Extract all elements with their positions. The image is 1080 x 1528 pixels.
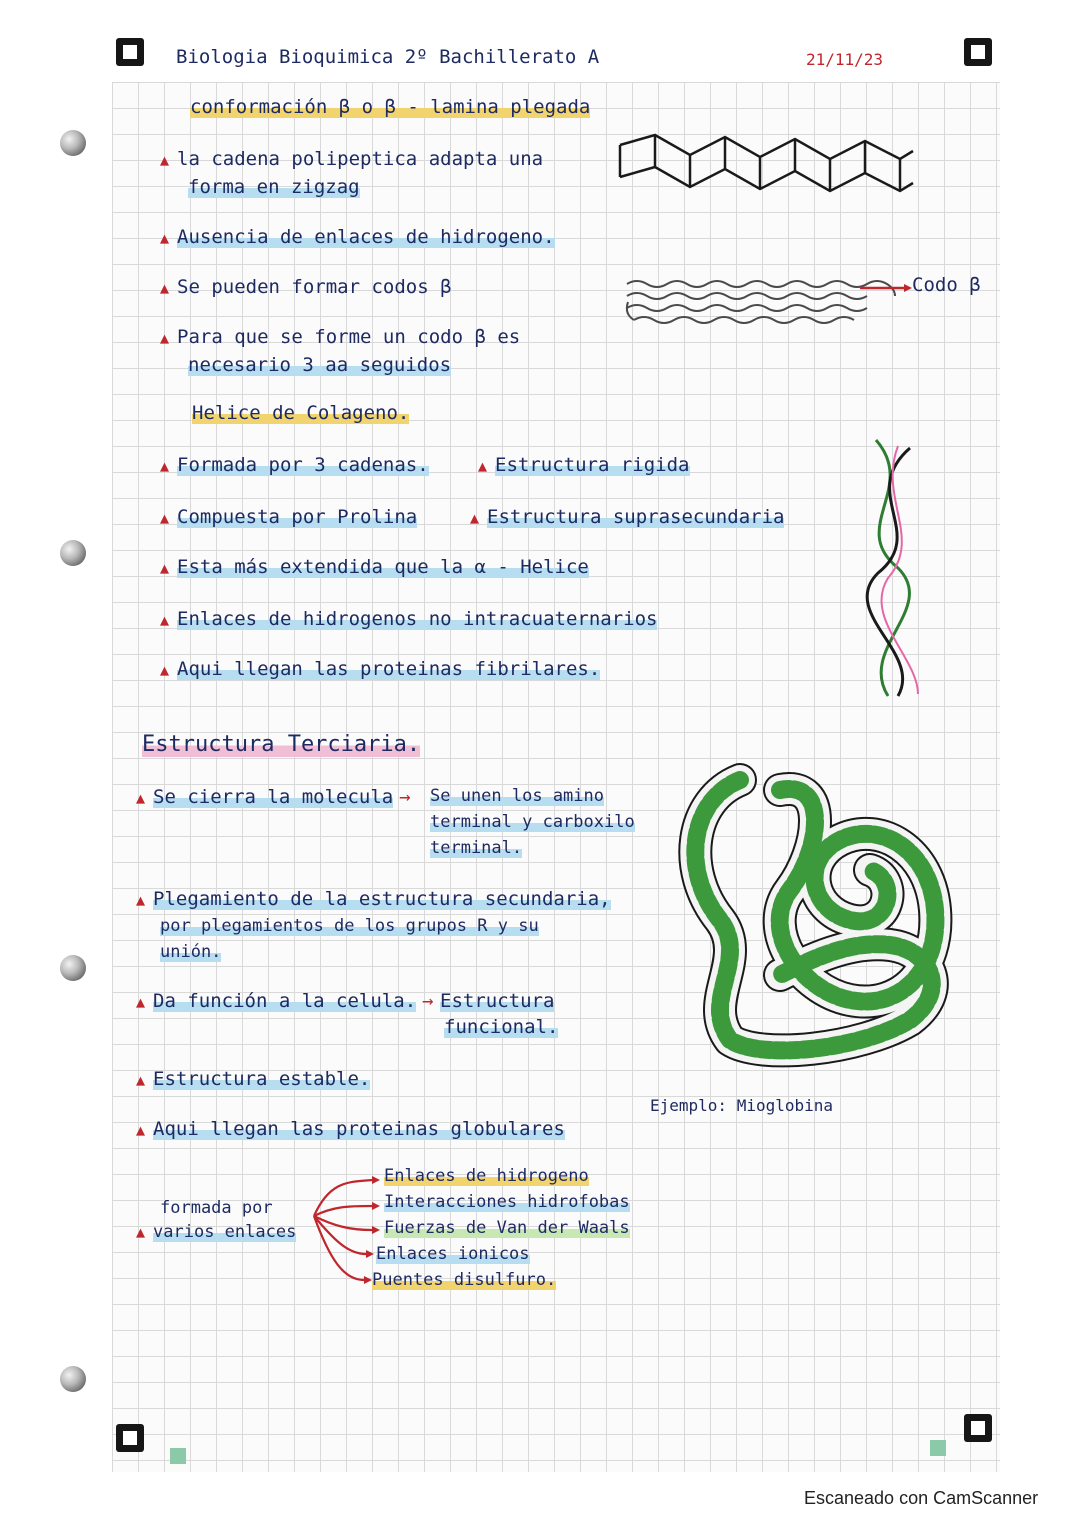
colageno-item-2 <box>160 506 417 528</box>
terciaria-item-4 <box>136 1068 370 1090</box>
colageno-item-1 <box>160 454 429 476</box>
colageno-item-1-text: Formada por 3 cadenas. <box>177 454 429 476</box>
terciaria-item-3-result-text-2: funcional. <box>444 1016 559 1038</box>
beta-item-1 <box>160 148 543 170</box>
bullet-triangle-icon: ▲ <box>470 509 480 527</box>
beta-turn-drawing <box>622 272 912 334</box>
enlace-item-text: Interacciones hidrofobas <box>384 1192 630 1212</box>
arrow-right-icon: → <box>422 990 434 1012</box>
enlace-item-5 <box>372 1270 556 1290</box>
terciaria-item-1-result-text-3: terminal. <box>430 838 523 858</box>
terciaria-item-3-result-2 <box>444 1016 558 1038</box>
bullet-triangle-icon: ▲ <box>160 151 170 169</box>
enlaces-label-2 <box>136 1222 296 1242</box>
beta-heading-text: conformación β o β - lamina plegada <box>190 96 591 118</box>
bullet-triangle-icon: ▲ <box>160 229 170 247</box>
terciaria-item-3 <box>136 990 440 1012</box>
enlaces-label-text-1: formada por <box>160 1198 273 1218</box>
page-title: Biologia Bioquimica 2º Bachillerato A <box>176 46 600 68</box>
codo-beta-label: Codo β <box>912 274 981 296</box>
bullet-triangle-icon: ▲ <box>160 457 170 475</box>
terciaria-heading <box>142 732 420 757</box>
corner-marker-top-right <box>964 38 992 66</box>
colageno-heading <box>192 402 409 424</box>
terciaria-item-1 <box>136 786 417 808</box>
terciaria-item-1-result-3 <box>430 838 522 858</box>
colageno-item-5-text: Aqui llegan las proteinas fibrilares. <box>177 658 601 680</box>
terciaria-item-2-text-2: por plegamientos de los grupos R y su <box>160 916 539 936</box>
terciaria-item-1-result-text-1: Se unen los amino <box>430 786 604 806</box>
enlaces-label-text-2: varios enlaces <box>153 1222 297 1242</box>
bullet-triangle-icon: ▲ <box>160 661 170 679</box>
terciaria-item-5-text: Aqui llegan las proteinas globulares <box>153 1118 565 1140</box>
corner-marker-bottom-left <box>116 1424 144 1452</box>
terciaria-item-3-result-text-1: Estructura <box>440 990 555 1012</box>
scan-marker-square <box>930 1440 946 1456</box>
beta-item-3-text: Se pueden formar codos β <box>177 276 452 298</box>
colageno-item-right-2-text: Estructura suprasecundaria <box>487 506 785 528</box>
beta-heading <box>190 96 590 118</box>
terciaria-item-1-result-1 <box>430 786 604 806</box>
terciaria-item-2-cont-2 <box>160 942 221 962</box>
terciaria-item-1-result-2 <box>430 812 635 832</box>
beta-item-4 <box>160 326 520 348</box>
bullet-triangle-icon: ▲ <box>136 1223 146 1241</box>
terciaria-item-2-text-3: unión. <box>160 942 222 962</box>
colageno-item-5 <box>160 658 600 680</box>
enlaces-branch-arrows <box>310 1170 380 1290</box>
bullet-triangle-icon: ▲ <box>160 559 170 577</box>
enlaces-label-1 <box>160 1198 273 1218</box>
scan-marker-square <box>170 1448 186 1464</box>
terciaria-item-3-text: Da función a la celula. <box>153 990 417 1012</box>
bullet-triangle-icon: ▲ <box>136 1071 146 1089</box>
binder-hole <box>60 1366 86 1392</box>
colageno-item-right-1 <box>478 454 690 476</box>
colageno-item-2-text: Compuesta por Prolina <box>177 506 418 528</box>
beta-item-4-text: Para que se forme un codo β es <box>177 326 521 348</box>
bullet-triangle-icon: ▲ <box>160 329 170 347</box>
enlace-item-text: Enlaces de hidrogeno <box>384 1166 589 1186</box>
collagen-triple-helix-drawing <box>858 438 928 700</box>
terciaria-item-5 <box>136 1118 565 1140</box>
terciaria-item-2 <box>136 888 611 910</box>
bullet-triangle-icon: ▲ <box>136 993 146 1011</box>
colageno-item-right-1-text: Estructura rigida <box>495 454 690 476</box>
binder-hole <box>60 955 86 981</box>
beta-item-4-text-2: necesario 3 aa seguidos <box>188 354 452 376</box>
colageno-heading-text: Helice de Colageno. <box>192 402 410 424</box>
colageno-item-right-2 <box>470 506 784 528</box>
terciaria-item-1-text: Se cierra la molecula <box>153 786 394 808</box>
beta-item-2-text: Ausencia de enlaces de hidrogeno. <box>177 226 555 248</box>
colageno-item-4-text: Enlaces de hidrogenos no intracuaternarios <box>177 608 658 630</box>
bullet-triangle-icon: ▲ <box>160 509 170 527</box>
colageno-item-4 <box>160 608 657 630</box>
colageno-item-3-text: Esta más extendida que la α - Helice <box>177 556 589 578</box>
corner-marker-top-left <box>116 38 144 66</box>
binder-hole <box>60 130 86 156</box>
bullet-triangle-icon: ▲ <box>478 457 488 475</box>
page-date: 21/11/23 <box>806 50 884 69</box>
terciaria-item-4-text: Estructura estable. <box>153 1068 371 1090</box>
enlace-item-text: Enlaces ionicos <box>376 1244 530 1264</box>
bullet-triangle-icon: ▲ <box>160 611 170 629</box>
example-caption: Ejemplo: Mioglobina <box>650 1096 834 1115</box>
beta-item-4-cont <box>188 354 451 376</box>
enlace-item-text: Puentes disulfuro. <box>372 1270 557 1290</box>
enlace-item-2 <box>384 1192 630 1212</box>
colageno-item-3 <box>160 556 589 578</box>
beta-item-1-cont <box>188 176 360 198</box>
bullet-triangle-icon: ▲ <box>136 891 146 909</box>
myoglobin-tertiary-structure-drawing <box>660 760 960 1070</box>
beta-item-3 <box>160 276 452 298</box>
bullet-triangle-icon: ▲ <box>136 789 146 807</box>
enlace-item-1 <box>384 1166 589 1186</box>
beta-item-1-text-2: forma en zigzag <box>188 176 360 198</box>
beta-item-1-text: la cadena polipeptica adapta una <box>177 148 544 170</box>
terciaria-item-2-cont <box>160 916 539 936</box>
terciaria-heading-text: Estructura Terciaria. <box>142 732 421 757</box>
beta-item-2 <box>160 226 555 248</box>
enlace-item-4 <box>376 1244 530 1264</box>
terciaria-item-2-text-1: Plegamiento de la estructura secundaria, <box>153 888 611 910</box>
binder-hole <box>60 540 86 566</box>
corner-marker-bottom-right <box>964 1414 992 1442</box>
enlace-item-text: Fuerzas de Van der Waals <box>384 1218 630 1238</box>
enlace-item-3 <box>384 1218 630 1238</box>
terciaria-item-1-result-text-2: terminal y carboxilo <box>430 812 635 832</box>
arrow-right-icon: → <box>399 786 411 808</box>
beta-sheet-zigzag-drawing <box>615 125 920 195</box>
terciaria-item-3-result-1 <box>440 990 554 1012</box>
bullet-triangle-icon: ▲ <box>136 1121 146 1139</box>
bullet-triangle-icon: ▲ <box>160 279 170 297</box>
scanner-watermark: Escaneado con CamScanner <box>804 1488 1039 1508</box>
